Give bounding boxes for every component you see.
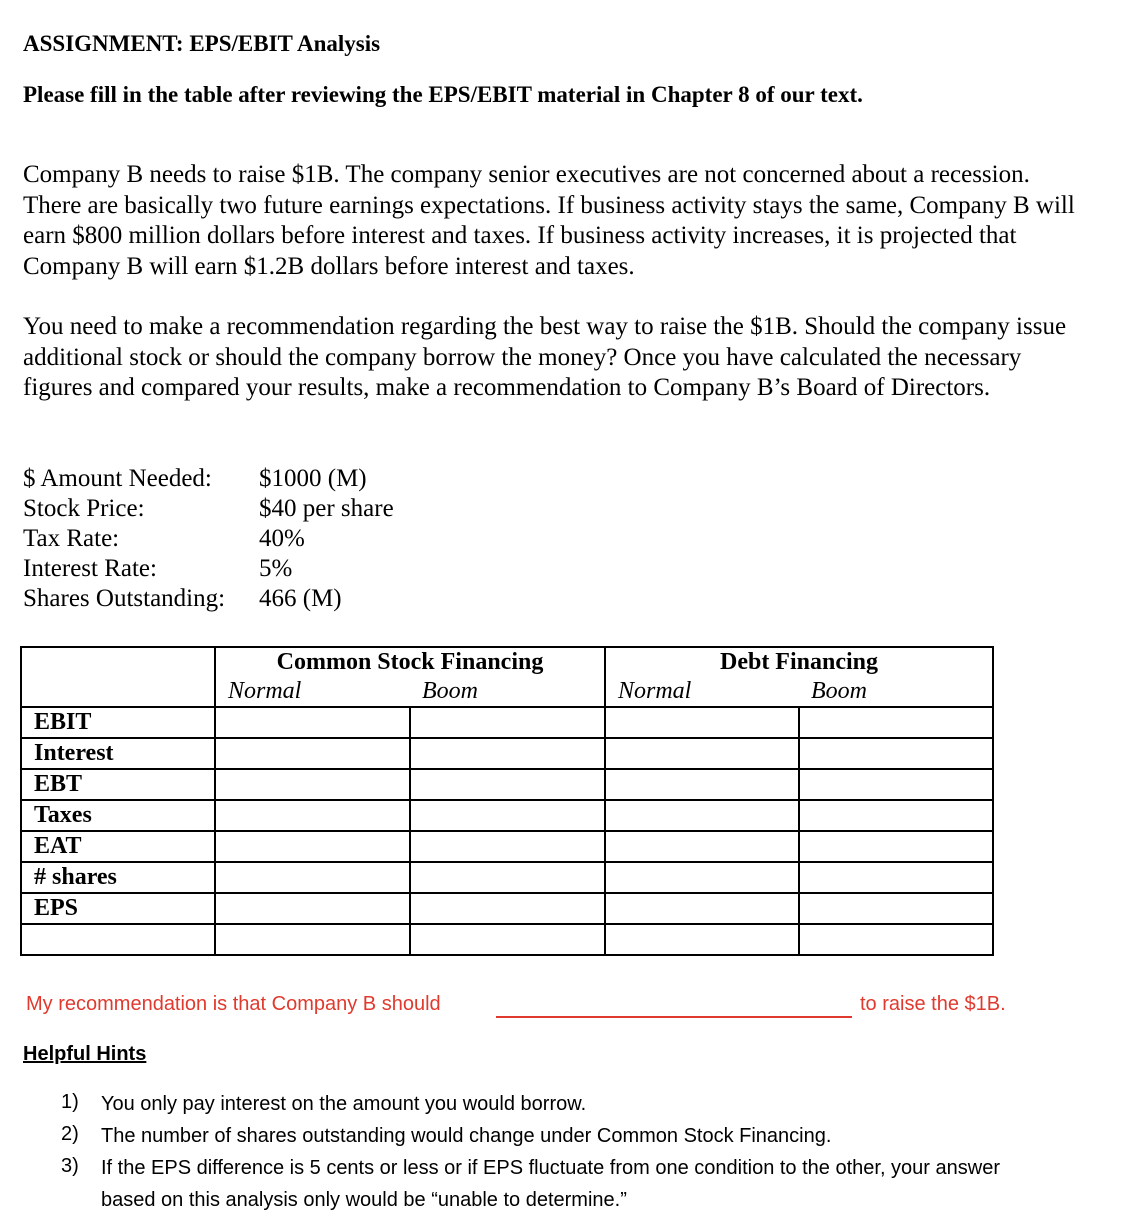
hint-text: The number of shares outstanding would change under Common Stock Financing. (101, 1125, 832, 1147)
row-label-interest: Interest (21, 738, 215, 769)
input-cell[interactable] (410, 862, 605, 893)
input-cell[interactable] (605, 800, 799, 831)
input-cell[interactable] (605, 893, 799, 924)
input-cell[interactable] (799, 831, 993, 862)
input-cell[interactable] (605, 769, 799, 800)
stock-boom-header: Boom (410, 677, 605, 707)
debt-financing-header: Debt Financing (605, 647, 993, 677)
input-cell[interactable] (410, 769, 605, 800)
common-stock-financing-header: Common Stock Financing (215, 647, 605, 677)
input-cell[interactable] (799, 738, 993, 769)
input-cell[interactable] (410, 893, 605, 924)
input-cell[interactable] (799, 800, 993, 831)
given-value: 466 (M) (259, 585, 342, 612)
row-label-ebit: EBIT (21, 707, 215, 738)
row-label-taxes: Taxes (21, 800, 215, 831)
input-cell[interactable] (605, 924, 799, 955)
input-cell[interactable] (410, 924, 605, 955)
input-cell[interactable] (215, 893, 410, 924)
given-value: $40 per share (259, 495, 394, 522)
given-label: $ Amount Needed: (23, 465, 212, 492)
input-cell[interactable] (410, 707, 605, 738)
input-cell[interactable] (799, 893, 993, 924)
input-cell[interactable] (605, 862, 799, 893)
hints-title: Helpful Hints (23, 1043, 147, 1065)
input-cell[interactable] (215, 800, 410, 831)
recommendation-blank[interactable] (496, 1016, 852, 1018)
given-label: Shares Outstanding: (23, 585, 226, 612)
given-value: 5% (259, 555, 293, 582)
input-cell[interactable] (605, 738, 799, 769)
stock-normal-header: Normal (215, 677, 410, 707)
given-label: Interest Rate: (23, 555, 157, 582)
given-value: 40% (259, 525, 305, 552)
hint-text: If the EPS difference is 5 cents or less or if EPS fluctuate from one condition to the other, your answer based on this analysis only would be “unable to determine.” (101, 1157, 1000, 1211)
corner-cell (21, 677, 215, 707)
eps-ebit-table (20, 646, 994, 956)
input-cell[interactable] (410, 800, 605, 831)
input-cell[interactable] (215, 924, 410, 955)
input-cell[interactable] (605, 831, 799, 862)
scenario-paragraph: Company B needs to raise $1B. The company senior executives are not concerned about a recession. There are basically two future earnings expectations. If business activity stays the same, Company B will earn $800 million dollars before interest and taxes. If business activity increases, it is projected that Company B will earn $1.2B dollars before interest and taxes. (23, 161, 1075, 280)
row-label-eps: EPS (21, 893, 215, 924)
row-label-ebt: EBT (21, 769, 215, 800)
recommendation-suffix: to raise the $1B. (860, 993, 1006, 1015)
debt-normal-header: Normal (605, 677, 799, 707)
input-cell[interactable] (215, 769, 410, 800)
given-label: Tax Rate: (23, 525, 120, 552)
row-label-shares: # shares (21, 862, 215, 893)
task-paragraph: You need to make a recommendation regarding the best way to raise the $1B. Should the company issue additional stock or should the company borrow the money? Once you have calculated the necessary figures and compared your results, make a recommendation to Company B’s Board of Directors. (23, 313, 1067, 401)
given-label: Stock Price: (23, 495, 145, 522)
row-label-eat: EAT (21, 831, 215, 862)
input-cell[interactable] (799, 707, 993, 738)
debt-boom-header: Boom (799, 677, 993, 707)
hint-number: 3) (61, 1155, 79, 1177)
input-cell[interactable] (215, 862, 410, 893)
recommendation-prefix: My recommendation is that Company B should (26, 993, 441, 1015)
empty-cell (21, 924, 215, 955)
input-cell[interactable] (410, 738, 605, 769)
hint-number: 1) (61, 1091, 79, 1113)
hint-number: 2) (61, 1123, 79, 1145)
input-cell[interactable] (215, 738, 410, 769)
input-cell[interactable] (215, 831, 410, 862)
assignment-title: ASSIGNMENT: EPS/EBIT Analysis (23, 31, 381, 56)
given-value: $1000 (M) (259, 465, 367, 492)
corner-cell (21, 647, 215, 677)
assignment-instructions: Please fill in the table after reviewing the EPS/EBIT material in Chapter 8 of our text. (23, 82, 863, 107)
input-cell[interactable] (605, 707, 799, 738)
input-cell[interactable] (799, 862, 993, 893)
input-cell[interactable] (799, 769, 993, 800)
input-cell[interactable] (799, 924, 993, 955)
input-cell[interactable] (215, 707, 410, 738)
input-cell[interactable] (410, 831, 605, 862)
hint-text: You only pay interest on the amount you would borrow. (101, 1093, 587, 1115)
